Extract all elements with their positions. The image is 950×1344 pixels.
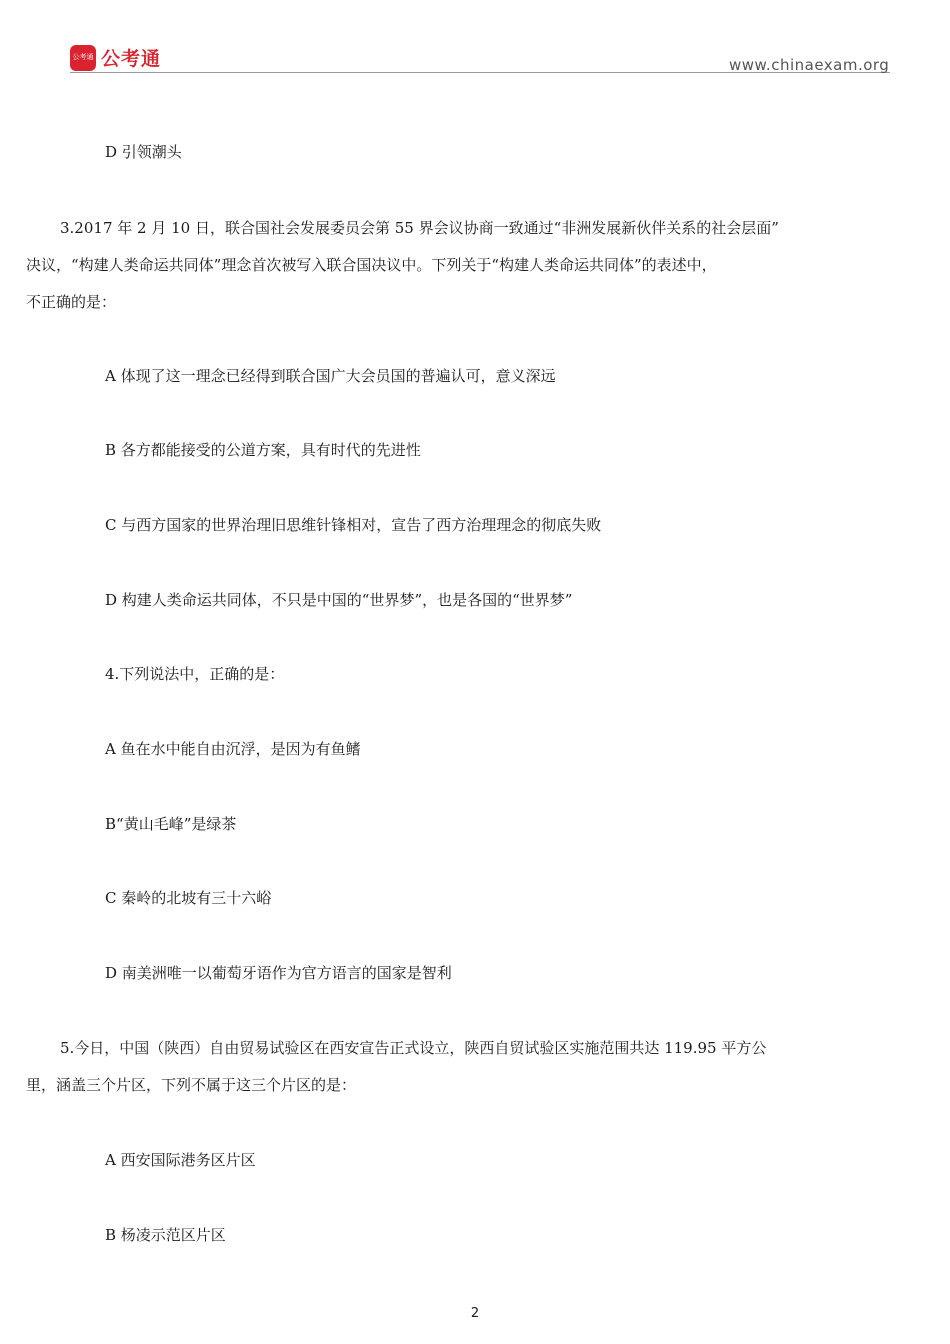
question-5-line-1: 5.今日，中国（陕西）自由贸易试验区在西安宣告正式设立，陕西自贸试验区实施范围共达 119.95 平方公	[60, 1039, 767, 1057]
site-logo	[70, 44, 161, 71]
logo-text: 公考通	[101, 48, 162, 70]
q4-option-b: B“黄山毛峰”是绿茶	[105, 815, 237, 833]
question-4-stem: 4.下列说法中，正确的是：	[105, 665, 285, 683]
q4-option-d: D 南美洲唯一以葡萄牙语作为官方语言的国家是智利	[105, 964, 452, 982]
q5-option-a: A 西安国际港务区片区	[105, 1151, 256, 1169]
q4-option-c: C 秦岭的北坡有三十六峪	[105, 889, 272, 907]
q3-option-a: A 体现了这一理念已经得到联合国广大会员国的普遍认可，意义深远	[105, 367, 556, 385]
page-number: 2	[470, 1306, 480, 1321]
header-url: www.chinaexam.org	[729, 56, 890, 74]
question-3-line-3: 不正确的是：	[26, 293, 117, 311]
question-3-line-1: 3.2017 年 2 月 10 日，联合国社会发展委员会第 55 界会议协商一致通过“非洲发展新伙伴关系的社会层面”	[60, 219, 779, 237]
q4-option-a: A 鱼在水中能自由沉浮，是因为有鱼鳍	[105, 740, 361, 758]
q3-option-d: D 构建人类命运共同体，不只是中国的“世界梦”，也是各国的“世界梦”	[105, 591, 573, 609]
q3-option-b: B 各方都能接受的公道方案，具有时代的先进性	[105, 441, 421, 459]
logo-badge-icon: 公考通	[70, 45, 96, 71]
option-d-prev: D 引领潮头	[105, 143, 182, 161]
q5-option-b: B 杨凌示范区片区	[105, 1226, 226, 1244]
question-5-line-2: 里，涵盖三个片区，下列不属于这三个片区的是：	[26, 1076, 357, 1094]
q3-option-c: C 与西方国家的世界治理旧思维针锋相对，宣告了西方治理理念的彻底失败	[105, 516, 602, 534]
question-3-line-2: 决议，“构建人类命运共同体”理念首次被写入联合国决议中。下列关于“构建人类命运共同体”的表述中，	[26, 256, 717, 274]
